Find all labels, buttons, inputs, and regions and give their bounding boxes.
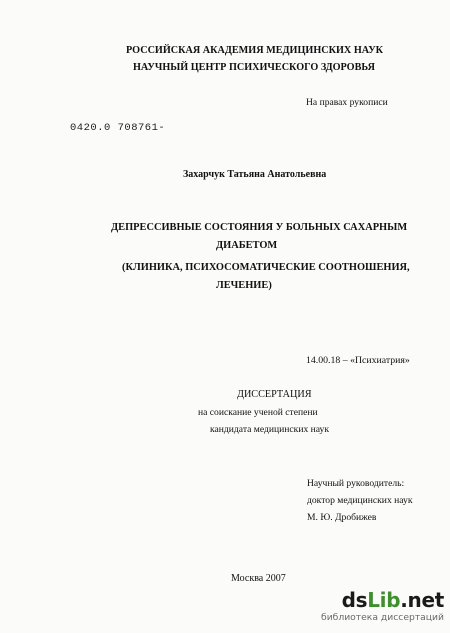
watermark-logo [342,588,444,612]
organization-line-1: РОССИЙСКАЯ АКАДЕМИЯ МЕДИЦИНСКИХ НАУК [126,45,384,56]
supervisor-label: Научный руководитель: [307,478,405,489]
rights-note: На правах рукописи [306,97,388,108]
watermark-tagline: библиотека диссертаций [321,612,444,623]
watermark-part-ds: ds [341,588,368,612]
degree-line-2: кандидата медицинских наук [210,424,330,435]
document-type: ДИССЕРТАЦИЯ [237,389,312,400]
registration-stamp: 0420.0 708761- [70,122,166,134]
title-line-3: (КЛИНИКА, ПСИХОСОМАТИЧЕСКИЕ СООТНОШЕНИЯ, [122,262,410,273]
author-name: Захарчук Татьяна Анатольевна [183,169,327,180]
specialty-code: 14.00.18 – «Психиатрия» [306,355,410,366]
watermark-part-lib: Lib [367,588,401,612]
site-watermark[interactable] [312,588,444,630]
degree-line-1: на соискание ученой степени [198,407,318,418]
city-year: Москва 2007 [231,573,286,584]
supervisor-degree: доктор медицинских наук [307,495,413,506]
organization-line-2: НАУЧНЫЙ ЦЕНТР ПСИХИЧЕСКОГО ЗДОРОВЬЯ [133,62,375,73]
watermark-part-net: .net [400,588,444,612]
title-line-4: ЛЕЧЕНИЕ) [216,280,272,291]
title-line-2: ДИАБЕТОМ [216,240,278,251]
title-line-1: ДЕПРЕССИВНЫЕ СОСТОЯНИЯ У БОЛЬНЫХ САХАРНЫМ [111,222,408,233]
supervisor-name: М. Ю. Дробижев [307,512,377,523]
